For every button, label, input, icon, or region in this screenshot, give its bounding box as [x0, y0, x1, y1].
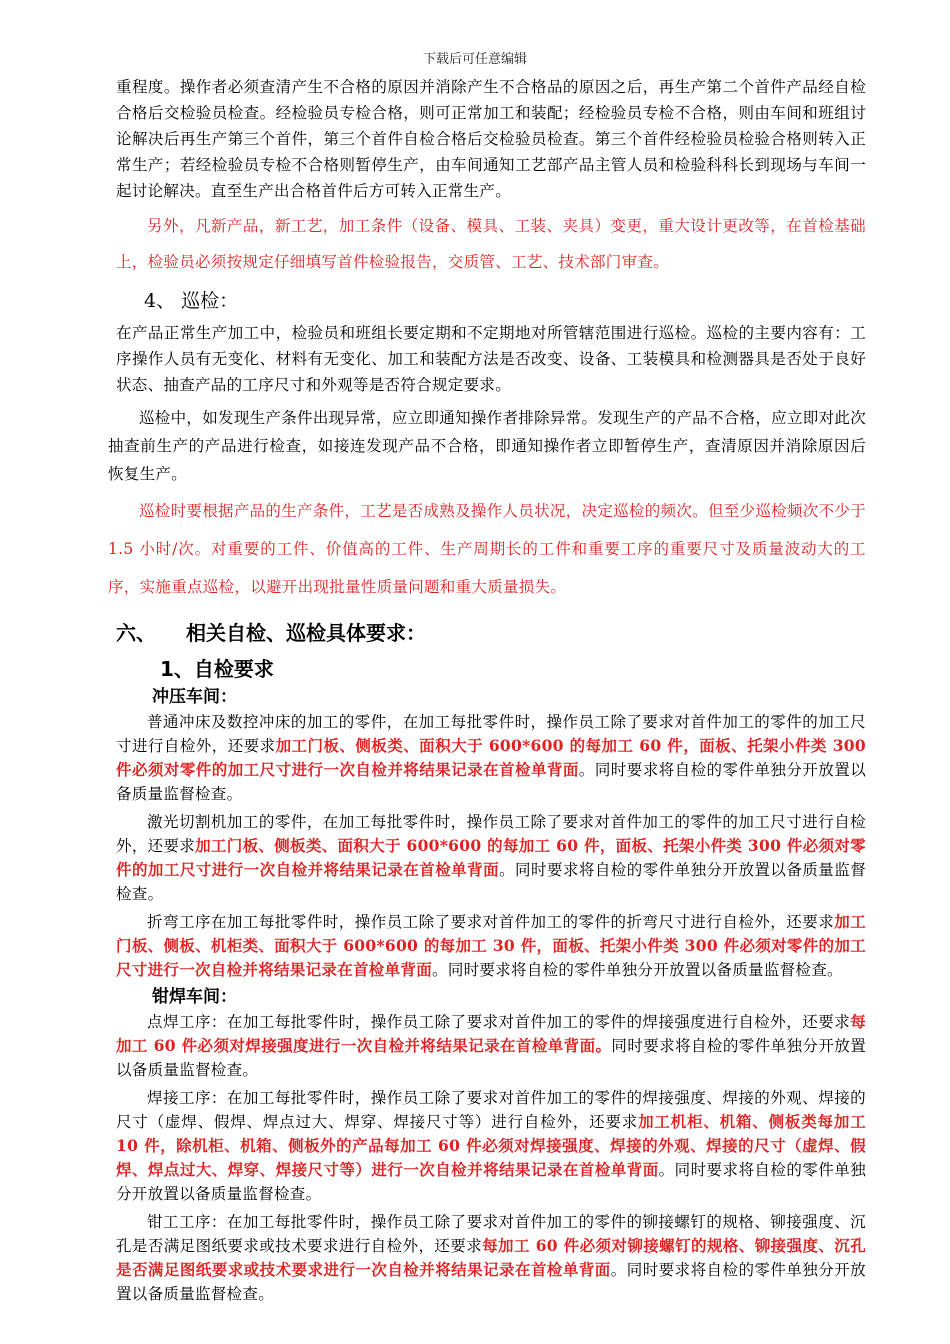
red-requirement: 加工机柜、机箱、侧板类每加工 10 件，除机柜、机箱、侧板外的产品每加工 60 件必须对焊接强度、焊接的外观、焊接的尺寸（虚焊、假焊、焊点过大、焊穿、焊接尺寸等）进行一次自检并将结果记录在首检单背面 — [116, 1112, 866, 1179]
page-header: 下载后可任意编辑 — [422, 52, 527, 67]
red-requirement: 加工门板、侧板类、面积大于 600*600 的每加工 60 件，面板、托架小件类 300 件必须对零件的加工尺寸进行一次自检并将结果记录在首检单背面 — [116, 736, 866, 779]
heading-self-inspection: 1、自检要求 — [160, 657, 274, 681]
paragraph-laser-cutting: 激光切割机加工的零件，在加工每批零件时，操作员工除了要求对首件加工的零件的加工尺寸进行自检外，还要求加工门板、侧板类、面积大于 600*600 的每加工 60 件，面板、托架小件类 300 件必须对零件的加工尺寸进行一次自检并将结果记录在首检单背面。同时要求将自检的零件单独分开放置以备质量监督检查。 — [116, 813, 866, 903]
section-six-number: 六、 — [116, 621, 156, 645]
workshop-stamping-heading: 冲压车间： — [152, 687, 237, 707]
section-six-title: 相关自检、巡检具体要求： — [186, 621, 426, 645]
section-six-heading — [116, 616, 866, 650]
red-requirement: 每加工 60 件必须对铆接螺钉的规格、铆接强度、沉孔是否满足图纸要求或技术要求进行一次自检并将结果记录在首检单背面 — [116, 1236, 866, 1279]
red-requirement: 每加工 60 件必须对焊接强度进行一次自检并将结果记录在首检单背面。 — [116, 1012, 866, 1055]
document-body — [108, 74, 867, 1306]
paragraph-bending: 折弯工序在加工每批零件时，操作员工除了要求对首件加工的零件的折弯尺寸进行自检外，还要求加工门板、侧板、机柜类、面积大于 600*600 的每加工 30 件，面板、托架小件类 300 件必须对零件的加工尺寸进行一次自检并将结果记录在首检单背面。同时要求将自检的零件单独分开放置以备质量监督检查。 — [116, 912, 867, 979]
workshop-welding-heading: 钳焊车间： — [152, 987, 237, 1007]
red-requirement: 加工门板、侧板、机柜类、面积大于 600*600 的每加工 30 件，面板、托架小件类 300 件必须对零件的加工尺寸进行一次自检并将结果记录在首检单背面 — [116, 912, 867, 979]
paragraph-spot-welding: 点焊工序：在加工每批零件时，操作员工除了要求对首件加工的零件的焊接强度进行自检外，还要求每加工 60 件必须对焊接强度进行一次自检并将结果记录在首检单背面。同时要求将自检的零件单独分开放置以备质量监督检查。 — [116, 1012, 866, 1079]
paragraph-patrol-frequency: 巡检时要根据产品的生产条件，工艺是否成熟及操作人员状况，决定巡检的频次。但至少巡检频次不少于 1.5 小时/次。对重要的工件、价值高的工件、生产周期长的工件和重要工序的重要尺寸及质量波动大的工序，实施重点巡检，以避开出现批量性质量问题和重大质量损失。 — [108, 502, 866, 596]
heading-patrol-inspection: 4、 巡检： — [144, 290, 239, 312]
paragraph-fitter: 钳工工序：在加工每批零件时，操作员工除了要求对首件加工的零件的铆接螺钉的规格、铆接强度、沉孔是否满足图纸要求或技术要求进行自检外，还要求每加工 60 件必须对铆接螺钉的规格、铆接强度、沉孔是否满足图纸要求或技术要求进行一次自检并将结果记录在首检单背面。同时要求将自检的零件单独分开放置以备质量监督检查。 — [116, 1213, 866, 1303]
paragraph-patrol-abnormal: 巡检中，如发现生产条件出现异常，应立即通知操作者排除异常。发现生产的产品不合格，应立即对此次抽查前生产的产品进行检查，如接连发现产品不合格，即通知操作者立即暂停生产，查清原因并消除原因后恢复生产。 — [108, 409, 866, 483]
paragraph-first-article-report: 另外，凡新产品，新工艺，加工条件（设备、模具、工装、夹具）变更，重大设计更改等，在首检基础上，检验员必须按规定仔细填写首件检验报告，交质管、工艺、技术部门审查。 — [116, 217, 866, 271]
red-requirement: 加工门板、侧板类、面积大于 600*600 的每加工 60 件，面板、托架小件类 300 件必须对零件的加工尺寸进行一次自检并将结果记录在首检单背面 — [116, 836, 866, 879]
paragraph-patrol-content: 在产品正常生产加工中，检验员和班组长要定期和不定期地对所管辖范围进行巡检。巡检的主要内容有：工序操作人员有无变化、材料有无变化、加工和装配方法是否改变、设备、工装模具和检测器具是否处于良好状态、抽查产品的工序尺寸和外观等是否符合规定要求。 — [116, 324, 866, 394]
paragraph-welding: 焊接工序：在加工每批零件时，操作员工除了要求对首件加工的零件的焊接强度、焊接的外观、焊接的尺寸（虚焊、假焊、焊点过大、焊穿、焊接尺寸等）进行自检外，还要求加工机柜、机箱、侧板类每加工 10 件，除机柜、机箱、侧板外的产品每加工 60 件必须对焊接强度、焊接的外观、焊接的尺寸（虚焊、假焊、焊点过大、焊穿、焊接尺寸等）进行一次自检并将结果记录在首检单背面。同时要求将自检的零件单独分开放置以备质量监督检查。 — [116, 1089, 867, 1203]
paragraph-first-article-rework: 重程度。操作者必须查清产生不合格的原因并消除产生不合格品的原因之后，再生产第二个首件产品经自检合格后交检验员检查。经检验员专检合格，则可正常加工和装配；经检验员专检不合格，则由车间和班组讨论解决后再生产第三个首件，第三个首件自检合格后交检验员检查。第三个首件经检验员检验合格则转入正常生产；若经检验员专检不合格则暂停生产，由车间通知工艺部产品主管人员和检验科科长到现场与车间一起讨论解决。直至生产出合格首件后方可转入正常生产。 — [116, 78, 866, 200]
paragraph-punch-press: 普通冲床及数控冲床的加工的零件，在加工每批零件时，操作员工除了要求对首件加工的零件的加工尺寸进行自检外，还要求加工门板、侧板类、面积大于 600*600 的每加工 60 件，面板、托架小件类 300 件必须对零件的加工尺寸进行一次自检并将结果记录在首检单背面。同时要求将自检的零件单独分开放置以备质量监督检查。 — [116, 713, 867, 803]
